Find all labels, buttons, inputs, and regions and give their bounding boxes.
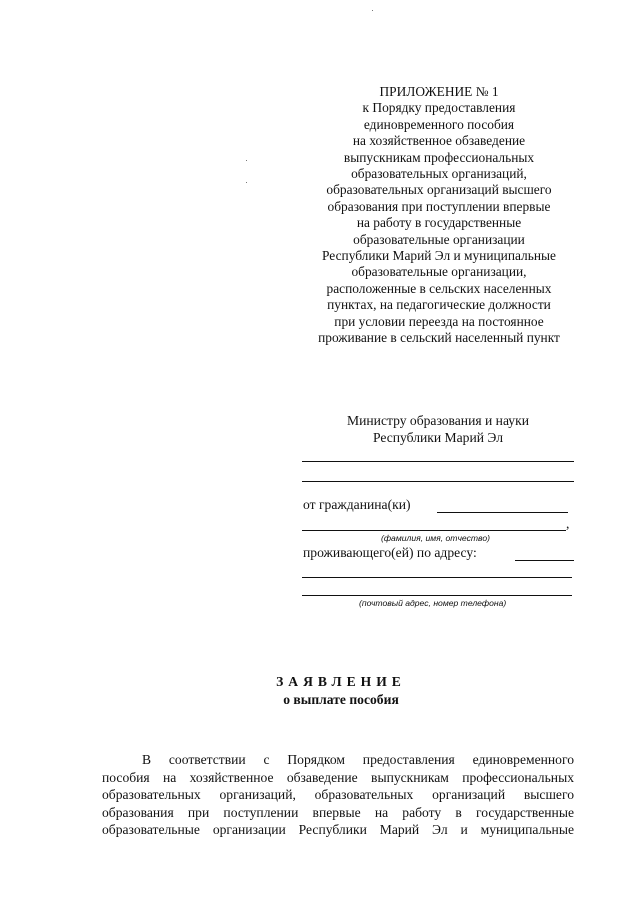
appendix-line: выпускникам профессиональных <box>343 149 535 165</box>
address-label: проживающего(ей) по адресу: <box>303 545 477 560</box>
appendix-line: Республики Марий Эл и муниципальные <box>322 248 556 264</box>
appendix-line: при условии переезда на постоянное <box>334 313 544 329</box>
addressee-line-2: Республики Марий Эл <box>372 430 504 445</box>
appendix-line: образовательных организаций, <box>351 166 527 182</box>
address-blank-line-1 <box>302 577 572 578</box>
from-name-blank <box>437 512 568 513</box>
from-label: от гражданина(ки) <box>303 497 411 512</box>
appendix-header <box>296 84 582 347</box>
address-blank-line-2 <box>302 595 572 596</box>
statement-heading <box>200 673 482 709</box>
addressee-blank-line-1 <box>302 461 574 462</box>
body-line: образования при поступлении впервые на работу в государственные <box>102 804 574 820</box>
addressee-blank-line-2 <box>302 481 574 482</box>
appendix-title: ПРИЛОЖЕНИЕ № 1 <box>379 84 499 99</box>
body-line: В соответствии с Порядком предоставления единовременного <box>142 752 574 767</box>
name-blank-line <box>302 530 566 531</box>
appendix-line: единовременного пособия <box>363 116 515 132</box>
appendix-line: пунктах, на педагогические должности <box>327 297 551 313</box>
statement-title: ЗАЯВЛЕНИЕ <box>276 674 406 689</box>
body-line: образовательные организации Республики Марий Эл и муниципальные <box>102 822 574 838</box>
name-caption: (фамилия, имя, отчество) <box>381 533 490 543</box>
appendix-line: проживание в сельский населенный пункт <box>318 330 560 346</box>
addressee-line-1: Министру образования и науки <box>347 413 529 428</box>
address-blank-inline <box>515 560 574 561</box>
statement-subtitle: о выплате пособия <box>283 692 399 707</box>
address-caption: (почтовый адрес, номер телефона) <box>359 598 507 608</box>
appendix-line: на работу в государственные <box>356 215 522 231</box>
addressee-block <box>300 412 576 446</box>
appendix-line: образовательных организаций высшего <box>326 182 552 198</box>
name-line-comma: , <box>566 516 570 531</box>
appendix-line: к Порядку предоставления <box>362 100 516 116</box>
scan-speck <box>246 160 247 161</box>
appendix-line: образовательные организации, <box>351 264 527 280</box>
scan-speck <box>372 10 373 11</box>
statement-body <box>102 751 574 839</box>
appendix-line: на хозяйственное обзаведение <box>352 133 526 149</box>
appendix-line: расположенные в сельских населенных <box>326 280 552 296</box>
appendix-line: образовательные организации <box>353 231 525 247</box>
appendix-line: образования при поступлении впервые <box>327 198 551 214</box>
scan-speck <box>246 182 247 183</box>
body-line: образовательных организаций, образовательных организаций высшего <box>102 787 574 803</box>
body-line: пособия на хозяйственное обзаведение выпускникам профессиональных <box>102 769 574 785</box>
